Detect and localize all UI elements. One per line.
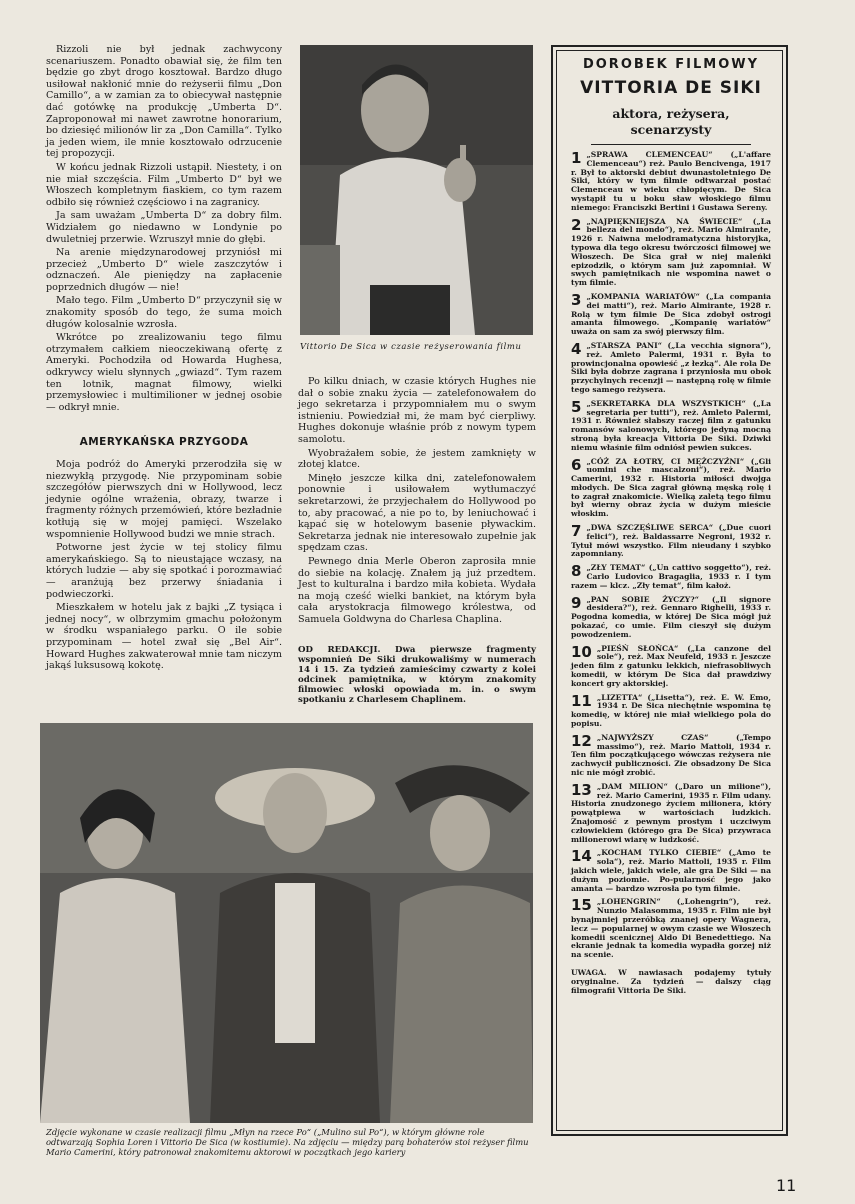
paragraph: Wkrótce po zrealizowaniu tego filmu otrzymałem całkiem nieoczekiwaną ofertę z Ameryki. Pochodziła od Howarda Hughesa, odkrywcy wielu słynnych „gwiazd“. Tym razem ten lotnik, magnat filmowy, wielki przemysłowiec i multimilioner w jednej osobie — odkrył mnie. <box>46 332 282 413</box>
film-number: 6 <box>571 455 582 474</box>
film-title: „DAM MILION“ („Daro un milione“), reż. Mario Camerini, 1935 r. <box>596 781 771 800</box>
film-entry <box>571 455 771 520</box>
paragraph: Po kilku dniach, w czasie których Hughes nie dał o sobie znaku życia — zatelefonowałem do jego sekretarza i przypomniałem mu o swym istnieniu. Powiedział mi, że mam być cierpliwy. Hughes dokonuje właśnie prób z nowym typem samolotu. <box>298 376 536 445</box>
film-number: 9 <box>571 593 582 612</box>
film-title: „ZŁY TEMAT“ („Un cattivo soggetto“), reż. Carlo Ludovico Bragaglia, 1933 r. <box>586 563 771 582</box>
film-description: De Sica niechętnie wspomina tę komedię, w której nie miał wielkiego pola do popisu. <box>571 701 771 729</box>
film-title: „SPRAWA CLEMENCEAU“ („L'affare Clemenceau“) reż. Paulo Bencivenga, 1917 r. <box>571 150 771 177</box>
film-entry <box>571 339 772 395</box>
article-left-column <box>46 44 282 674</box>
film-description: Pogodna komedia, w której De Sica mógł już pokazać, co umie. Film cieszył się dużym powodzeniem. <box>571 612 771 639</box>
box-title: DOROBEK FILMOWY <box>582 57 760 72</box>
film-description: Historia miłości dwojga młodych. De Sica zagrał główną męską rolę i to zagrał znakomicie. Wielką zaletą tego filmu był wierny obraz życia w dużym mieście włoskim. <box>571 474 771 519</box>
editorial-note: OD REDAKCJI. Dwa pierwsze fragmenty wspomnień De Siki drukowaliśmy w numerach 14 i 15. Za tydzień zamieścimy czwarty z kolei odcinek pamiętnika, w którym znakomity filmowiec włoski opowiada m. in. o swym spotkaniu z Charlesem Chaplinem. <box>298 645 536 705</box>
article-middle-column <box>298 376 536 627</box>
paragraph: W końcu jednak Rizzoli ustąpił. Niestety, i on nie miał szczęścia. Film „Umberto D“ był we Włoszech kompletnym fiaskiem, co tym razem odbiło się również częściowo i na zagranicy. <box>46 161 282 208</box>
paragraph: Potworne jest życie w tej stolicy filmu amerykańskiego. Są to nieustające wczasy, na których ludzie — aby się spotkać i porozmawiać — aranżują bez przerwy śniadania i podwieczorki. <box>46 542 282 600</box>
film-description: Rolą w tym filmie De Sica zdobył ostrogi amanta filmowego. „Kompanię wariatów“ uważa on sam za swój pierwszy film. <box>571 309 771 337</box>
film-description: Była to prowincjonalna opowieść „z łezką“. Ale rola De Siki była dobrze zagrana i przyniosła mu obok przychylnych recenzji — następną rolę w filmie tego samego reżysera. <box>571 349 772 394</box>
film-title: „KOCHAM TYLKO CIEBIE“ („Amo te sola“), reż. Mario Mattoli, 1935 r. <box>596 848 771 867</box>
paragraph: Mało tego. Film „Umberto D“ przyczynił się w znakomity sposób do tego, że suma moich długów kolosalnie wzrosła. <box>46 295 282 330</box>
film-number: 8 <box>571 562 582 581</box>
film-title: „NAJWYŻSZY CZAS“ („Tempo massimo“), reż. Mario Mattoli, 1934 r. <box>596 732 771 751</box>
photo-illustration <box>300 45 533 335</box>
paragraph: Minęło jeszcze kilka dni, zatelefonowałem ponownie i usiłowałem wytłumaczyć sekretarzowi, że przyjechałem do Hollywood po to, aby pracować, a nie po to, by leniuchować i kąpać się w hotelowym basenie pływackim. Sekretarza jednak nie interesowało zupełnie jak spędzam czas. <box>298 472 536 554</box>
page-number: 11 <box>776 1176 797 1195</box>
film-entry <box>571 731 771 778</box>
film-description: I tym razem — klcz. „Zły temat“, film kałoż. <box>571 572 771 590</box>
film-title: „CÓŻ ZA ŁOTRY, CI MĘŻCZYŹNI“ („Gli uomini che mascalzoni“), reż. Mario Camerini, 1932 r. <box>571 456 771 484</box>
film-description: Również słabszy raczej film z gatunku romansów salonowych, którego jedyną mocną stroną była kreacja Vittoria De Siki. Dziwki niemu właśnie film odniósł pewien sukces. <box>571 416 772 452</box>
film-number: 15 <box>571 896 592 915</box>
film-entry <box>571 215 771 288</box>
paragraph: Moja podróż do Ameryki przerodziła się w niezwykłą przygodę. Nie przypominam sobie szczegółów pierwszych dni w Hollywood, lecz jedynie ogólne wrażenia, obrazy, twarze i fragmenty różnych przemówień, które bezładnie kotłują się w mojej pamięci. Wszelako wspomnienie Hollywood budzi we mnie strach. <box>46 459 282 540</box>
film-title: „STARSZA PANI“ („La vecchia signora“), reż. Amleto Palermi, 1931 r. <box>586 340 771 359</box>
film-entry <box>571 524 771 559</box>
film-number: 2 <box>571 215 582 234</box>
film-entry <box>571 642 771 689</box>
film-title: „SEKRETARKA DLA WSZYSTKICH“ („La segretaria per tutti“), reż. Amleto Palermi, 1931 r. <box>571 398 771 426</box>
film-description: Naiwna melodramatyczna historyjka, typowa dla tego okresu twórczości filmowej we Włoszech. De Sica grał w niej maleńki epizodzik, o którym sam już zapomniał. W swych pamiętnikach nie wspomina nawet o tym filmie. <box>571 234 771 288</box>
film-entry <box>571 780 771 845</box>
film-number: 11 <box>571 691 592 710</box>
film-entry <box>571 151 771 213</box>
film-description: Był to aktorski debiut dwunastoletniego De Siki, który w tym filmie odtwarzał postać Clemenceau w wieku chłopięcym. De Sica wystąpił tu u boku sław włoskiego filmu niemego: Franciszki Bertini i Gustawa Sereny. <box>571 167 771 212</box>
paragraph: Rizzoli nie był jednak zachwycony scenariuszem. Ponadto obawiał się, że film ten będzie go zbyt drogo kosztował. Bardzo długo usiłował nakłonić mnie do reżyserii filmu „Don Camillo“, a w zamian za to obiecywał następnie dać gotówkę na produkcję „Umberta D“. Zaproponował mi nawet zawrotne honorarium, bo dziesięć milionów lir za „Don Camilla“. Tylko ja jeden wiem, ile mnie kosztowało odrzucenie tej propozycji. <box>46 44 282 160</box>
film-number: 4 <box>571 339 582 358</box>
photo-illustration <box>40 723 533 1123</box>
film-title: „KOMPANIA WARIATÓW“ („La compania dei matti“), reż. Mario Almirante, 1928 r. <box>586 291 771 310</box>
film-title: „LOHENGRIN“ („Lohengrin“), reż. Nunzio Malasomma, 1935 r. <box>596 897 771 916</box>
film-description: Film udany. Historia znudzonego życiem milionera, który powątpiewa w wartościach ludzkich. Znajomość z pewnym prostym i uczciwym człowiekiem (którego gra De Sica) przywraca milionerowi wiarę w ludzkość. <box>571 790 771 844</box>
section-heading: AMERYKAŃSKA PRZYGODA <box>79 436 249 449</box>
film-title: „DWA SZCZĘŚLIWE SERCA“ („Due cuori felici“), reż. Baldassarre Negroni, 1932 r. <box>586 523 771 541</box>
film-number: 12 <box>571 731 592 750</box>
film-number: 10 <box>571 642 592 661</box>
film-description: Jeszcze jeden film z gatunku lekkich, niefrasobliwych komedii, w którym De Sica dał prawdziwy koncert gry aktorskiej. <box>571 652 771 688</box>
filmography-box <box>551 45 788 1136</box>
film-number: 5 <box>571 397 582 416</box>
film-entry <box>571 564 771 590</box>
film-title: „PIEŚŃ SŁOŃCA“ („La canzone del sole“), reż. Max Neufeld, 1933 r. <box>596 643 771 662</box>
film-number: 1 <box>571 149 582 167</box>
film-title: „NAJPIĘKNIEJSZA NA ŚWIECIE“ („La belleza del mondo“), reż. Mario Almirante, 1926 r. <box>571 216 771 244</box>
film-title: „LIZETTA“ („Lisetta“), reż. E. W. Emo, 1934 r. <box>596 692 771 711</box>
paragraph: Na arenie międzynarodowej przyniósł mi przecież „Umberto D“ wiele zaszczytów i odznaczeń. Ale pieniędzy na zapłacenie poprzednich długów — nie! <box>46 247 282 293</box>
photo-caption: Zdjęcie wykonane w czasie realizacji filmu „Młyn na rzece Po“ („Mulino sul Po“), w którym główne role odtwarzają Sophia Loren i Vittorio De Sica (w kostiumie). Na zdjęciu — między parą bohaterów stoi reżyser filmu Mario Camerini, który patronował znakomitemu aktorowi w początkach jego kariery <box>46 1127 529 1157</box>
paragraph: Mieszkałem w hotelu jak z bajki „Z tysiąca i jednej nocy“, w olbrzymim gmachu położonym w środku wspaniałego parku. O ile sobie przypominam — hotel zwał się „Bel Air“. Howard Hughes zakwaterował mnie tam niczym jakąś luksusową kokotę. <box>46 602 282 672</box>
film-entry <box>571 691 771 729</box>
divider <box>591 144 751 145</box>
film-title: „PAN SOBIE ŻYCZY?“ („Il signore desidera?“), reż. Gennaro Righelli, 1933 r. <box>586 594 771 613</box>
photo-de-sica-directing <box>300 45 533 335</box>
filmography-note: UWAGA. W nawiasach podajemy tytuły oryginalne. Za tydzień — dalszy ciąg filmografii Vittoria De Siki. <box>571 967 771 995</box>
paragraph: Wyobrażałem sobie, że jestem zamknięty w złotej klatce. <box>298 447 536 471</box>
photo-caption: Vittorio De Sica w czasie reżyserowania filmu <box>300 341 522 351</box>
film-description: Film nie był bynajmniej przeróbką znanej opery Wagnera, lecz — popularnej w owym czasie we Włoszech komedii scenicznej Aldo Di Benedettiego. Na ekranie jednak ta komedia wypadła gorzej niż na scenie. <box>571 906 771 960</box>
film-entry <box>571 898 771 960</box>
paragraph: Ja sam uważam „Umberta D“ za dobry film. Widziałem go niedawno w Londynie po dwuletniej przerwie. Wzruszył mnie do głębi. <box>46 210 282 245</box>
film-entry <box>571 397 772 453</box>
box-subtitle: VITTORIA DE SIKI <box>580 78 762 98</box>
film-entry <box>571 593 771 640</box>
film-description: Tytuł mówi wszystko. Film nieudany i szybko zapomniany. <box>571 540 771 559</box>
film-entry <box>571 290 771 337</box>
film-number: 13 <box>571 780 592 799</box>
paragraph: Pewnego dnia Merle Oberon zaprosiła mnie do siebie na kolację. Znałem ją już przedtem. Jest to kulturalna i bardzo miła kobieta. Wydała na moją cześć wielki bankiet, na którym była cała arystokracja filmowego królestwa, od Samuela Goldwyna do Charlesa Chaplina. <box>298 555 536 625</box>
photo-film-set <box>40 723 533 1123</box>
film-description: Ten film początkującego wówczas reżysera nie zachwycił publiczności. Zie obsadzony De Sica nic nie mógł zrobić. <box>571 750 771 777</box>
film-description: Film jakich wiele, jakich wiele, ale gra De Siki — na dużym poziomie. Po-pularność jego jako amanta — bardzo wzrosła po tym filmie. <box>571 857 771 893</box>
film-number: 14 <box>571 847 592 866</box>
film-number: 7 <box>571 522 582 541</box>
film-number: 3 <box>571 290 582 309</box>
film-entry <box>571 849 771 893</box>
box-roles: aktora, reżysera, scenarzysty <box>612 106 730 137</box>
